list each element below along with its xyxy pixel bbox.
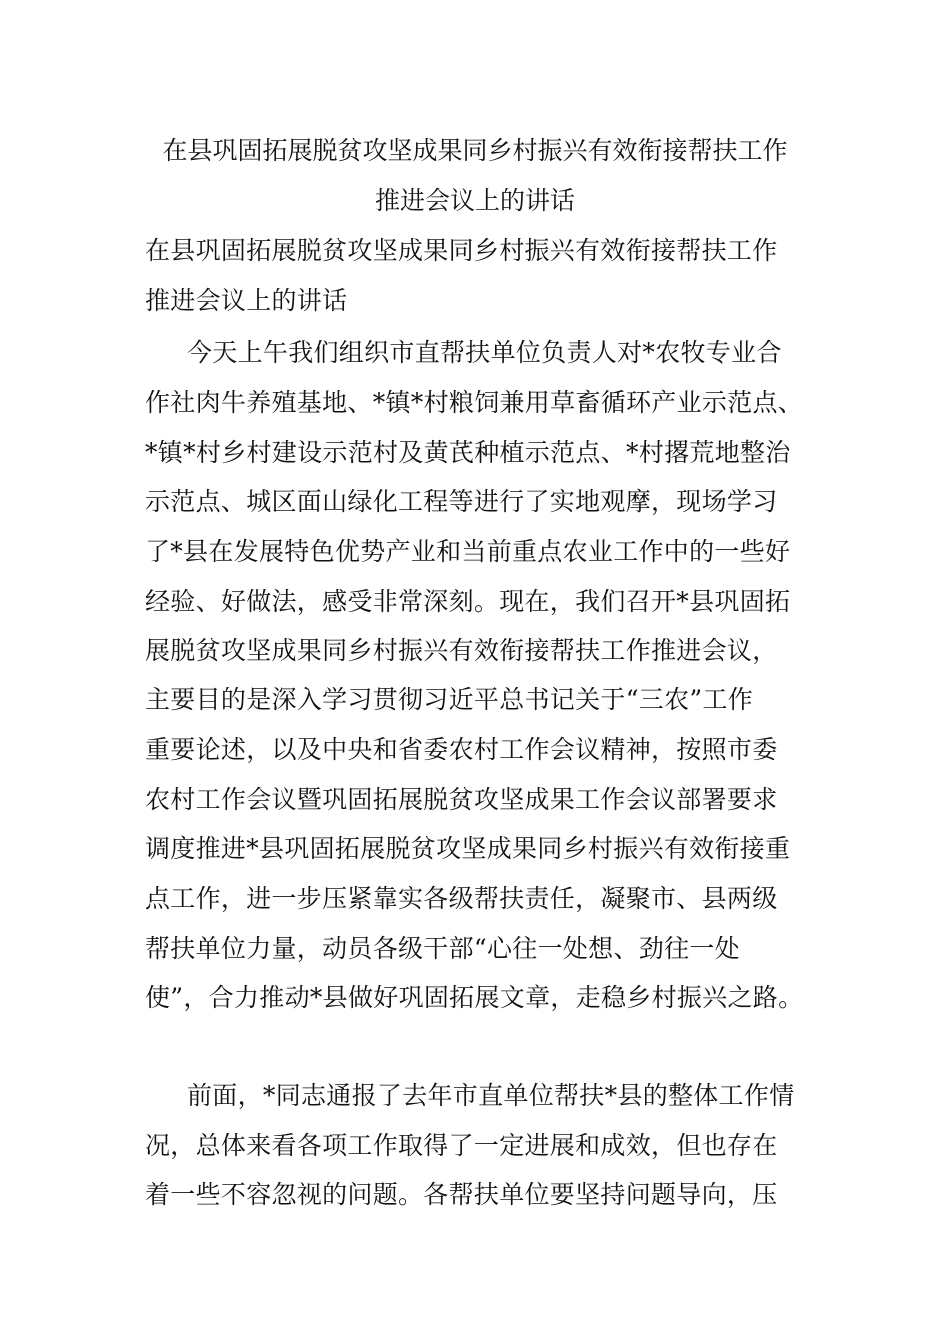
paragraph-line: 帮扶单位力量，动员各级干部“心往一处想、劲往一处 [145, 934, 740, 963]
paragraph-line: 调度推进*县巩固拓展脱贫攻坚成果同乡村振兴有效衔接重 [145, 834, 791, 863]
paragraph-line: 了*县在发展特色优势产业和当前重点农业工作中的一些好 [145, 537, 791, 566]
paragraph-line: 今天上午我们组织市直帮扶单位负责人对*农牧专业合 [187, 338, 782, 367]
paragraph-line: 农村工作会议暨巩固拓展脱贫攻坚成果工作会议部署要求 [145, 785, 778, 814]
paragraph-line: 主要目的是深入学习贯彻习近平总书记关于“三农”工作 [145, 685, 754, 714]
subtitle-line-1: 在县巩固拓展脱贫攻坚成果同乡村振兴有效衔接帮扶工作 [145, 236, 778, 265]
paragraph-line: 作社肉牛养殖基地、*镇*村粮饲兼用草畜循环产业示范点、 [145, 388, 804, 417]
paragraph-line: 着一些不容忽视的问题。各帮扶单位要坚持问题导向，压 [145, 1180, 778, 1209]
document-title-line-1: 在县巩固拓展脱贫攻坚成果同乡村振兴有效衔接帮扶工作 [162, 136, 788, 165]
paragraph-line: 示范点、城区面山绿化工程等进行了实地观摩，现场学习 [145, 487, 778, 516]
paragraph-line: 前面，*同志通报了去年市直单位帮扶*县的整体工作情 [187, 1081, 795, 1110]
document-title-line-2: 推进会议上的讲话 [374, 186, 575, 215]
subtitle-line-2: 推进会议上的讲话 [145, 286, 348, 315]
paragraph-line: 重要论述，以及中央和省委农村工作会议精神，按照市委 [145, 735, 778, 764]
paragraph-line: *镇*村乡村建设示范村及黄芪种植示范点、*村撂荒地整治 [145, 438, 791, 467]
paragraph-line: 点工作，进一步压紧靠实各级帮扶责任，凝聚市、县两级 [145, 884, 778, 913]
paragraph-line: 展脱贫攻坚成果同乡村振兴有效衔接帮扶工作推进会议， [145, 636, 778, 665]
paragraph-line: 使”，合力推动*县做好巩固拓展文章，走稳乡村振兴之路。 [145, 983, 804, 1012]
paragraph-line: 经验、好做法，感受非常深刻。现在，我们召开*县巩固拓 [145, 587, 791, 616]
paragraph-line: 况，总体来看各项工作取得了一定进展和成效，但也存在 [145, 1131, 778, 1160]
